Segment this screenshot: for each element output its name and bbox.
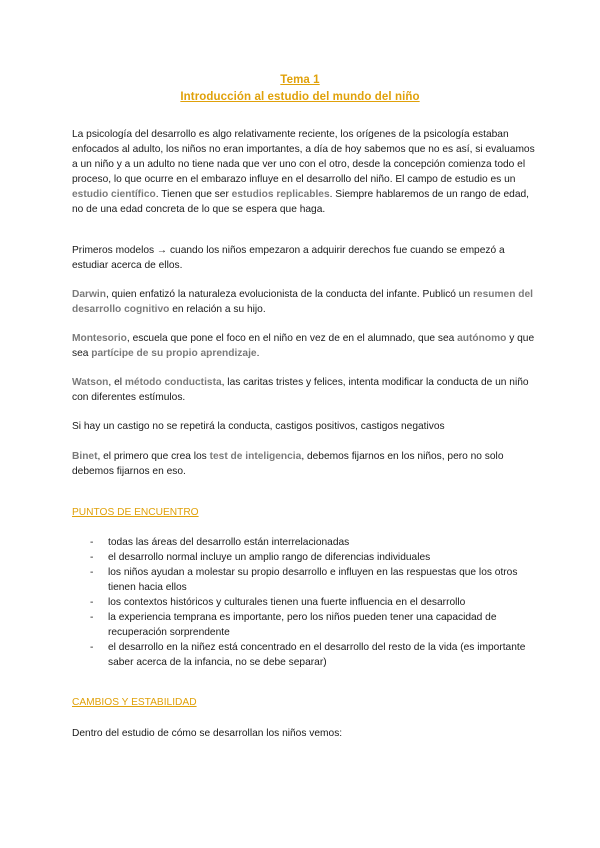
list-item bbox=[72, 565, 542, 595]
dash-marker: - bbox=[90, 552, 94, 563]
closing-paragraph: Dentro del estudio de cómo se desarrollan los niños vemos: bbox=[72, 728, 343, 739]
highlight-metodo-conductista: método conductista bbox=[124, 377, 222, 388]
list-item-text: los niños ayudan a molestar su propio desarrollo e influyen en las respuestas que los otros tienen hacia ellos bbox=[108, 567, 518, 593]
models-paragraph: Primeros modelos → cuando los niños empezaron a adquirir derechos fue cuando se empezó a estudiar acerca de ellos. bbox=[72, 245, 505, 271]
castigo-paragraph: Si hay un castigo no se repetirá la conducta, castigos positivos, castigos negativos bbox=[72, 421, 445, 432]
list-item bbox=[72, 550, 542, 565]
watson-text-1: , el bbox=[108, 377, 125, 388]
doc-title-line1: Tema 1 bbox=[280, 74, 320, 86]
highlight-participe: partícipe de su propio aprendizaje bbox=[91, 348, 257, 359]
intro-text-1: La psicología del desarrollo es algo relativamente reciente, los orígenes de la psicología estaban enfocados al adulto, los niños no eran importantes, a día de hoy sabemos que no es así, si evaluamos a un niño y a un adulto no tiene nada que ver uno con el otro, desde la concepción comienza todo el proceso, lo que ocurre en el embarazo influye en el desarrollo del niño. El campo de estudio es un bbox=[72, 129, 535, 185]
binet-paragraph bbox=[72, 449, 536, 479]
montesorio-paragraph bbox=[72, 331, 536, 361]
montesorio-text-1: , escuela que pone el foco en el niño en vez de en el alumnado, que sea bbox=[126, 333, 458, 344]
darwin-text-1: , quien enfatizó la naturaleza evolucionista de la conducta del infante. Publicó un bbox=[105, 289, 473, 300]
montesorio-text-3: . bbox=[256, 348, 260, 359]
section-heading-puntos-de-encuentro: PUNTOS DE ENCUENTRO bbox=[72, 507, 199, 518]
watson-paragraph bbox=[72, 375, 536, 405]
dash-marker: - bbox=[90, 612, 94, 623]
highlight-darwin: Darwin bbox=[72, 289, 106, 300]
intro-text-3: . Siempre hablaremos de un rango de edad, no de una edad concreta de lo que se espera que haga. bbox=[72, 189, 529, 215]
list-item bbox=[72, 640, 542, 670]
intro-paragraph bbox=[72, 127, 536, 217]
list-item-text: el desarrollo normal incluye un amplio rango de diferencias individuales bbox=[108, 552, 431, 563]
watson-text-2: , las caritas tristes y felices, intenta modificar la conducta de un niño con diferentes estímulos. bbox=[72, 377, 529, 403]
highlight-estudio-cientifico: estudio científico bbox=[72, 189, 156, 200]
highlight-autonomo: autónomo bbox=[457, 333, 507, 344]
binet-text-1: , el primero que crea los bbox=[97, 451, 210, 462]
doc-title-line2: Introducción al estudio del mundo del niño bbox=[180, 91, 420, 103]
highlight-test-inteligencia: test de inteligencia bbox=[209, 451, 302, 462]
list-item-text: el desarrollo en la niñez está concentrado en el desarrollo del resto de la vida (es importante saber acerca de la infancia, no se debe separar) bbox=[108, 642, 526, 668]
darwin-text-2: en relación a su hijo. bbox=[169, 304, 266, 315]
list-item bbox=[72, 535, 542, 550]
list-item-text: los contextos históricos y culturales tienen una fuerte influencia en el desarrollo bbox=[108, 597, 466, 608]
highlight-watson: Watson bbox=[72, 377, 109, 388]
bullet-list bbox=[72, 535, 542, 670]
binet-text-2: , debemos fijarnos en los niños, pero no solo debemos fijarnos en eso. bbox=[72, 451, 504, 477]
intro-text-2: . Tienen que ser bbox=[155, 189, 232, 200]
highlight-binet: Binet bbox=[72, 451, 98, 462]
list-item bbox=[72, 595, 542, 610]
highlight-estudios-replicables: estudios replicables bbox=[231, 189, 330, 200]
list-item-text: todas las áreas del desarrollo están interrelacionadas bbox=[108, 537, 350, 548]
highlight-resumen-cognitivo: resumen del desarrollo cognitivo bbox=[72, 289, 533, 315]
section-heading-cambios-y-estabilidad: CAMBIOS Y ESTABILIDAD bbox=[72, 697, 197, 708]
dash-marker: - bbox=[90, 642, 94, 653]
montesorio-text-2: y que sea bbox=[72, 333, 535, 359]
list-item-text: la experiencia temprana es importante, pero los niños pueden tener una capacidad de recuperación sorprendente bbox=[108, 612, 497, 638]
dash-marker: - bbox=[90, 567, 94, 578]
dash-marker: - bbox=[90, 597, 94, 608]
darwin-paragraph bbox=[72, 287, 536, 317]
highlight-montesorio: Montesorio bbox=[72, 333, 127, 344]
dash-marker: - bbox=[90, 537, 94, 548]
list-item bbox=[72, 610, 542, 640]
